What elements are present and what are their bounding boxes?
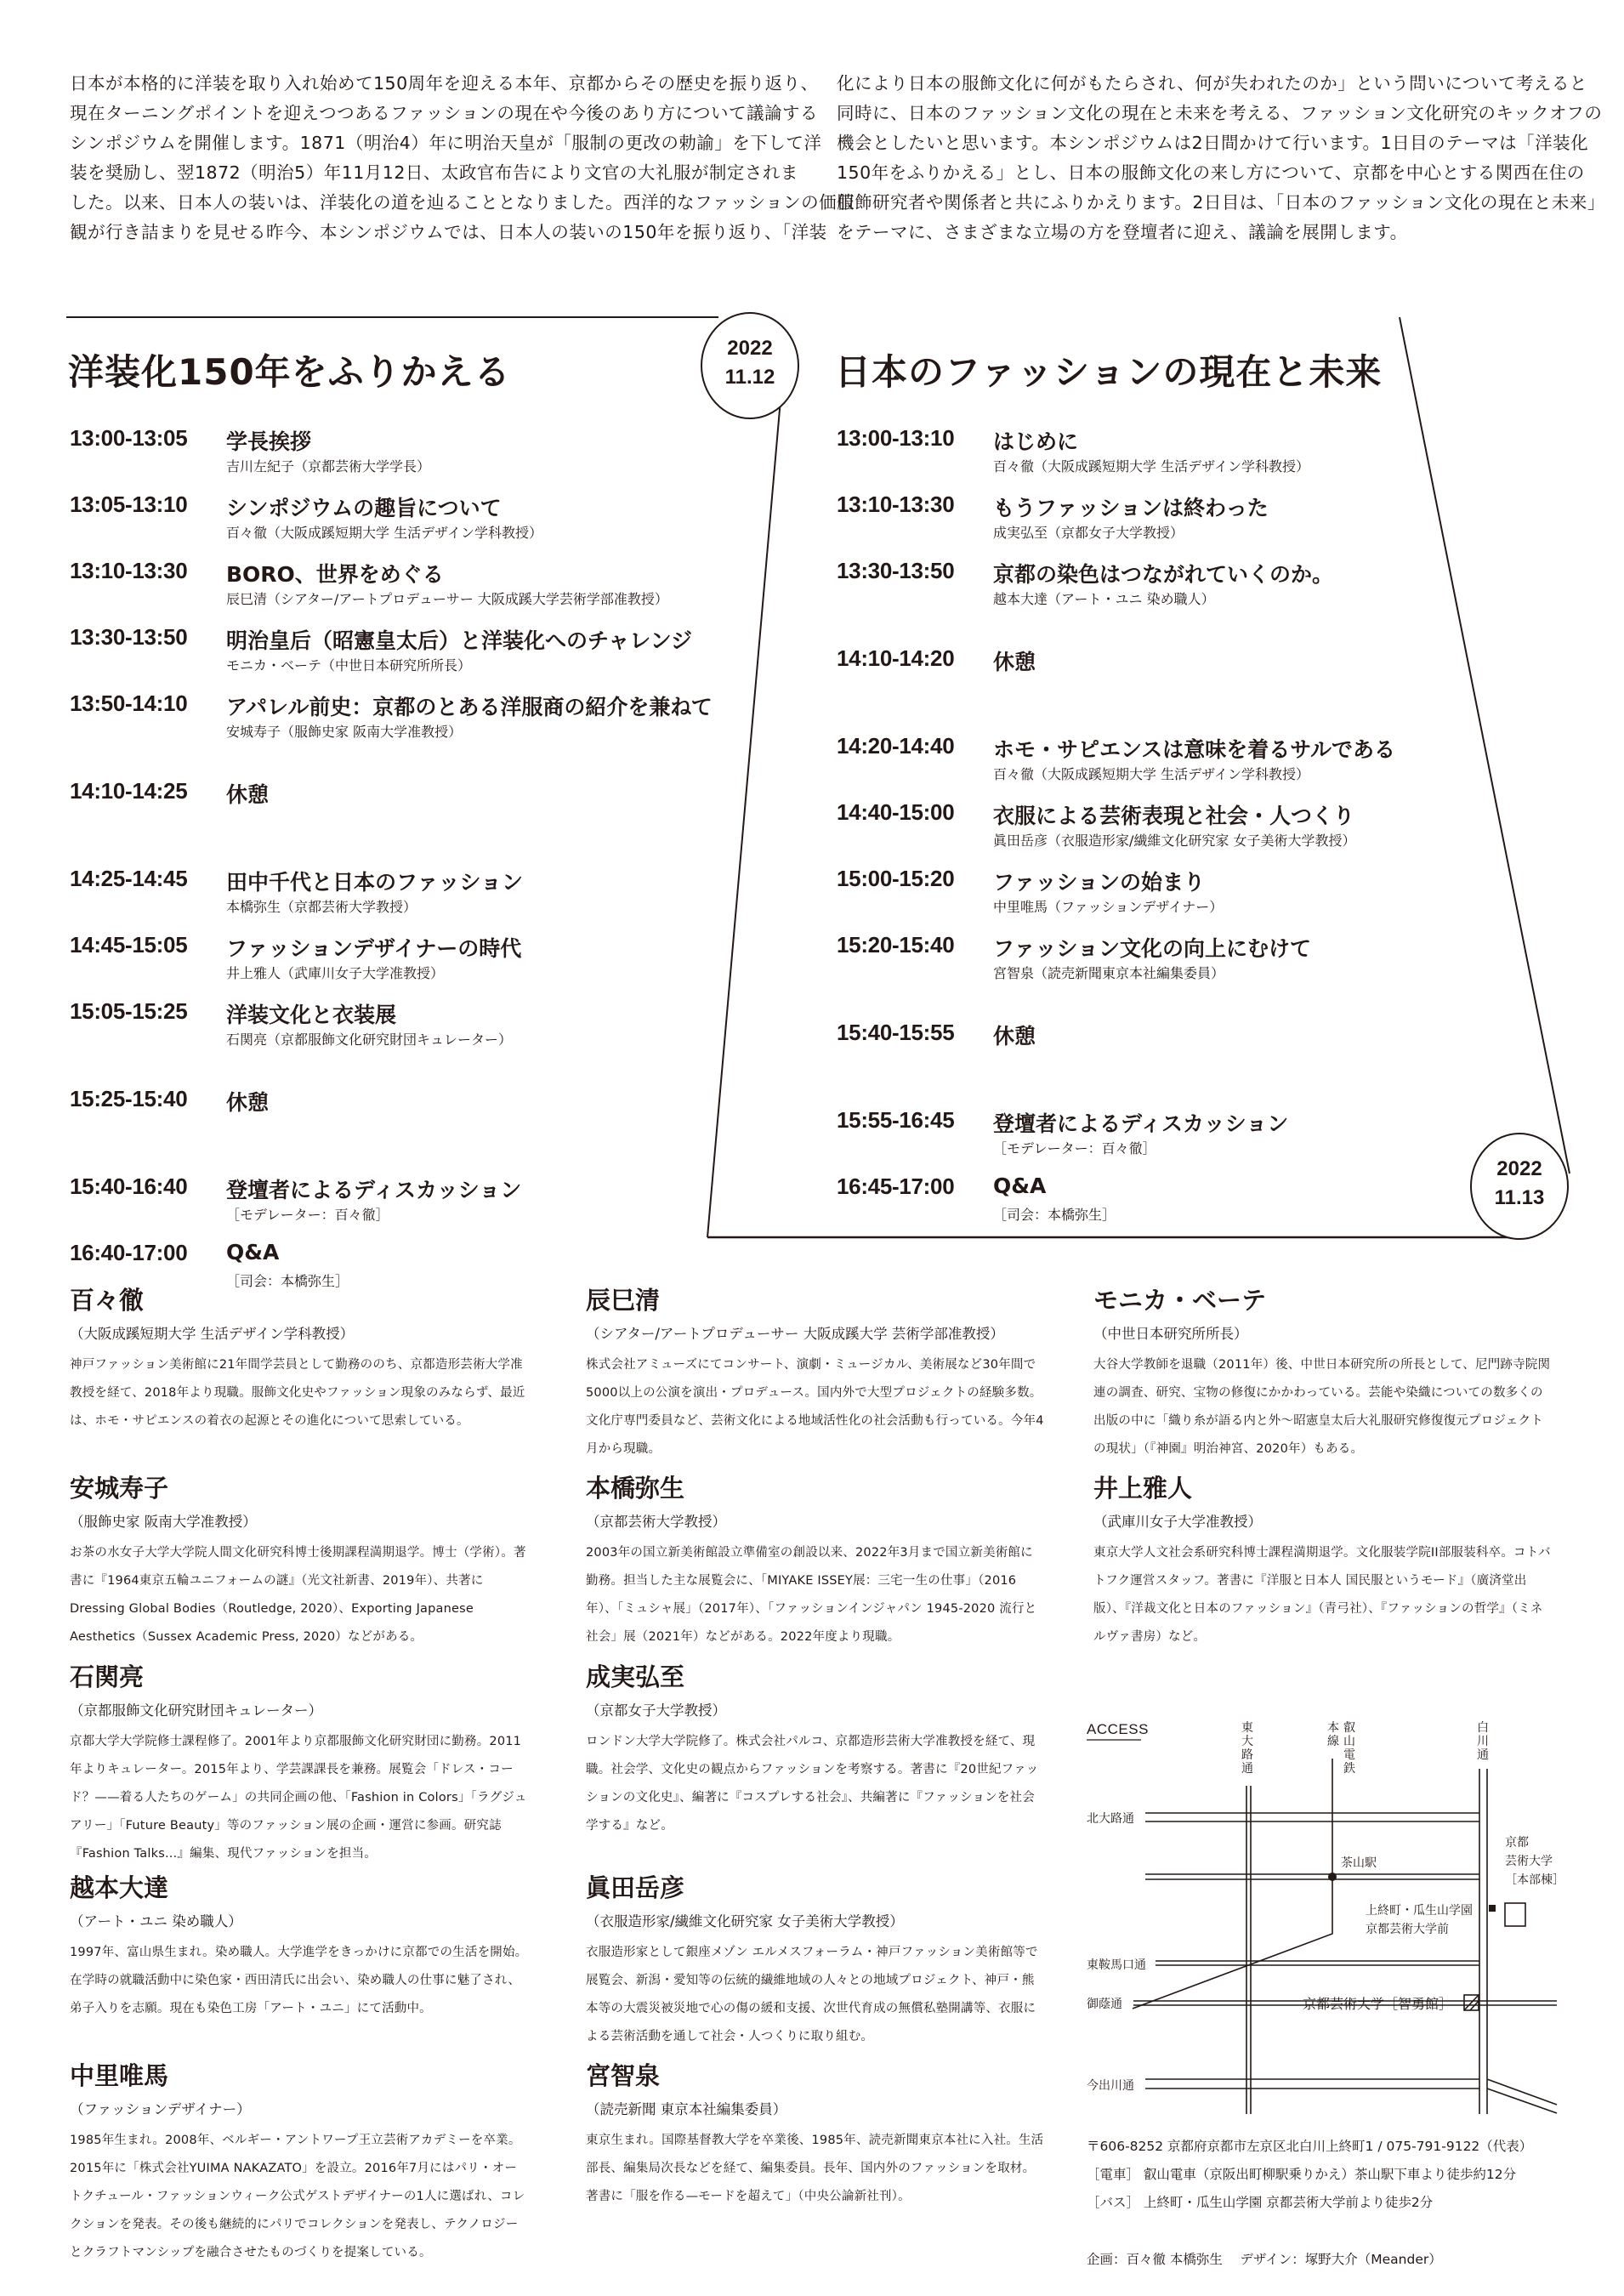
session-title: BORO、世界をめぐる	[226, 562, 444, 587]
speaker-role: （衣服造形家/繊維文化研究家 女子美術大学教授）	[586, 1912, 904, 1929]
session-speaker: 百々徹（大阪成蹊短期大学 生活デザイン学科教授）	[993, 458, 1309, 475]
day2-title: 日本のファッションの現在と未来	[835, 351, 1383, 393]
speaker-name: 安城寿子	[70, 1474, 169, 1503]
session-speaker: 宮智泉（読売新聞東京本社編集委員）	[993, 965, 1225, 981]
session-time: 13:00-13:05	[70, 425, 188, 451]
speaker-description: お茶の水女子大学大学院人間文化研究科博士後期課程満期退学。博士（学術）。著書に『1964東京五輪ユニフォームの謎』（光文社新書、2019年）、共著にDressing Global Bodies（Routledge, 2020）、Exporting Japanese Aesthetics（Sussex Academic Press, 2020）などがある。	[70, 1545, 526, 1644]
session-title: もうファッションは終わった	[993, 496, 1269, 520]
session-speaker: 辰巳清（シアター/アートプロデューサー 大阪成蹊大学芸術学部准教授）	[226, 591, 668, 607]
bus-access-text: ［バス］ 上終町・瓜生山学園 京都芸術大学前より徒歩2分	[1087, 2195, 1434, 2210]
session-time: 14:25-14:45	[70, 866, 188, 891]
session-time: 14:10-14:25	[70, 778, 188, 804]
speaker-name: 本橋弥生	[586, 1474, 685, 1503]
session-title: 京都の染色はつながれていくのか。	[993, 562, 1334, 587]
speaker-name: 眞田岳彦	[586, 1873, 685, 1902]
speaker-bio	[70, 2061, 529, 2267]
speaker-bio	[586, 1662, 1045, 1840]
intro-line: 化により日本の服飾文化に何がもたらされ、何が失われたのか」という問いについて考えると	[837, 73, 1587, 94]
date-day: 11.13	[1494, 1186, 1545, 1209]
session-time: 15:00-15:20	[837, 866, 955, 891]
speaker-role: （中世日本研究所所長）	[1093, 1325, 1248, 1342]
session-time: 13:10-13:30	[70, 558, 188, 583]
speaker-role: （アート・ユニ 染め職人）	[70, 1912, 242, 1929]
session-time: 15:40-15:55	[837, 1020, 955, 1045]
session-title: 休憩	[226, 782, 270, 807]
session-speaker: 越本大達（アート・ユニ 染め職人）	[993, 591, 1215, 607]
speaker-bio	[586, 2061, 1045, 2211]
session-title: 衣服による芸術表現と社会・人つくり	[993, 804, 1355, 828]
speaker-description: 1985年生まれ。2008年、ベルギー・アントワープ王立芸術アカデミーを卒業。2015年に「株式会社YUIMA NAKAZATO」を設立。2016年7月にはパリ・オートクチュール・ファッションウィーク公式ゲストデザイナーの1人に選ばれ、コレクションを発表。その後も継続的にパリでコレクションを発表し、テクノロジーとクラフトマンシップを融合させたものづくりを提案している。	[70, 2133, 525, 2259]
session-speaker: ［司会：本橋弥生］	[226, 1273, 349, 1289]
session-title: 明治皇后（昭憲皇太后）と洋装化へのチャレンジ	[226, 628, 693, 653]
speaker-description: 京都大学大学院修士課程修了。2001年より京都服飾文化研究財団に勤務。2011年よりキュレーター。2015年より、学芸課課長を兼務。展覧会「ドレス・コード？——着る人たちのゲーム」の共同企画の他、「Fashion in Colors」「ラグジュアリー」「Future Beauty」等のファッション展の企画・運営に参画。研究誌『Fashion Talks...』編集、現代ファッションを担当。	[70, 1734, 527, 1861]
speaker-description: 2003年の国立新美術館設立準備室の創設以来、2022年3月まで国立新美術館に勤務。担当した主な展覧会に、「MIYAKE ISSEY展：三宅一生の仕事」（2016年）、「ミュシャ展」（2017年）、「ファッションインジャパン 1945-2020 流行と社会」展（2021年）などがある。2022年度より現職。	[586, 1545, 1037, 1644]
session-title: Q&A	[993, 1174, 1047, 1198]
intro-line: 機会としたいと思います。本シンポジウムは2日間かけて行います。1日目のテーマは「洋装化	[837, 133, 1589, 153]
address-text: 〒606-8252 京都府京都市左京区北白川上終町1 / 075-791-9122（代表）	[1087, 2139, 1533, 2154]
road-label-higashioji: 東大路通	[1241, 1721, 1253, 1776]
session-title: 田中千代と日本のファッション	[226, 870, 524, 895]
session-time: 14:45-15:05	[70, 932, 188, 958]
date-year: 2022	[1496, 1157, 1542, 1180]
road-label-shirakawa: 白川通	[1477, 1721, 1489, 1762]
session-time: 13:10-13:30	[837, 492, 955, 517]
session-speaker: 眞田岳彦（衣服造形家/繊維文化研究家 女子美術大学教授）	[993, 833, 1356, 849]
session-time: 13:30-13:50	[70, 624, 188, 650]
main-campus-line3: ［本部棟］	[1505, 1873, 1564, 1887]
session-time: 14:20-14:40	[837, 733, 955, 759]
session-speaker: 石関亮（京都服飾文化研究財団キュレーター）	[226, 1031, 513, 1048]
speaker-role: （読売新聞 東京本社編集委員）	[586, 2100, 787, 2117]
session-speaker: 井上雅人（武庫川女子大学准教授）	[226, 965, 445, 981]
speaker-description: ロンドン大学大学院修了。株式会社パルコ、京都造形芸術大学准教授を経て、現職。社会学、文化史の観点からファッションを考察する。著書に『20世紀ファッションの文化史』、編著に『コスプレする社会』、共編著に『ファッションを社会学する』など。	[586, 1734, 1039, 1833]
intro-line: シンポジウムを開催します。1871（明治4）年に明治天皇が「服制の更改の勅諭」を下して洋	[70, 133, 822, 153]
intro-line: 現在ターニングポイントを迎えつつあるファッションの現在や今後のあり方について議論する	[70, 103, 818, 123]
session-title: 休憩	[993, 1024, 1036, 1049]
intro-line: した。以来、日本人の装いは、洋装化の道を辿ることとなりました。西洋的なファッションの価値	[70, 192, 855, 213]
speaker-description: 東京生まれ。国際基督教大学を卒業後、1985年、読売新聞東京本社に入社。生活部長、編集局次長などを経て、編集委員。長年、国内外のファッションを取材。著書に「服を作る—モードを超えて」（中央公論新社刊）。	[586, 2133, 1044, 2203]
session-time: 16:40-17:00	[70, 1240, 188, 1265]
session-time: 14:10-14:20	[837, 645, 955, 671]
speaker-bio	[70, 1873, 529, 2023]
road-label-higashikurama: 東鞍馬口通	[1087, 1958, 1146, 1972]
speaker-bio	[586, 1286, 1045, 1463]
speaker-name: 成実弘至	[586, 1662, 685, 1691]
session-title: アパレル前史：京都のとある洋服商の紹介を兼ねて	[226, 695, 713, 719]
session-title: 登壇者によるディスカッション	[993, 1111, 1289, 1136]
session-time: 14:40-15:00	[837, 799, 955, 825]
session-title: ファッションデザイナーの時代	[226, 936, 522, 961]
speaker-role: （京都芸術大学教授）	[586, 1513, 726, 1530]
bus-stop-line1: 上終町・瓜生山学園	[1366, 1904, 1473, 1918]
speaker-bio	[1093, 1474, 1553, 1651]
session-speaker: ［モデレーター：百々徹］	[993, 1140, 1156, 1157]
session-title: 休憩	[993, 650, 1036, 674]
speaker-description: 東京大学人文社会系研究科博士課程満期退学。文化服装学院II部服装科卒。コトバトフク運営スタッフ。著書に『洋服と日本人 国民服というモード』（廣済堂出版）、『洋裁文化と日本のファッション』（青弓社）、『ファッションの哲学』（ミネルヴァ書房）など。	[1093, 1545, 1551, 1644]
speaker-description: 衣服造形家として銀座メゾン エルメスフォーラム・神戸ファッション美術館等で展覧会、新潟・愛知等の伝統的繊維地域の人々との地域プロジェクト、神戸・熊本等の大震災被災地で心の傷の緩和支援、次世代育成の無償私塾開講等、衣服による芸術活動を通して社会・人つくりに取り組む。	[586, 1945, 1038, 2043]
speaker-name: モニカ・ベーテ	[1093, 1286, 1267, 1315]
speaker-role: （武庫川女子大学准教授）	[1093, 1513, 1262, 1530]
date-day: 11.12	[724, 366, 775, 389]
speaker-name: 石関亮	[70, 1662, 145, 1691]
speaker-name: 宮智泉	[586, 2061, 661, 2090]
session-time: 13:00-13:10	[837, 425, 955, 451]
speaker-role: （服飾史家 阪南大学准教授）	[70, 1513, 257, 1530]
intro-line: 装を奨励し、翌1872（明治5）年11月12日、太政官布告により文官の大礼服が制定されま	[70, 162, 798, 183]
speaker-bio	[1093, 1286, 1553, 1463]
session-speaker: 本橋弥生（京都芸術大学教授）	[226, 899, 417, 915]
speaker-bio	[586, 1873, 1045, 2051]
session-speaker: モニカ・ベーテ（中世日本研究所所長）	[226, 657, 472, 673]
main-campus-label	[1505, 1833, 1564, 1890]
speaker-name: 井上雅人	[1093, 1474, 1193, 1503]
session-time: 15:20-15:40	[837, 932, 955, 958]
main-campus-line1: 京都	[1505, 1836, 1529, 1850]
frame-diagonal-left	[707, 400, 781, 1237]
intro-line: 服飾研究者や関係者と共にふりかえります。2日目は、「日本のファッション文化の現在と未来」	[837, 192, 1605, 213]
session-speaker: 成実弘至（京都女子大学教授）	[993, 525, 1184, 541]
intro-line: 観が行き詰まりを見せる昨今、本シンポジウムでは、日本人の装いの150年を振り返り、「洋装	[70, 222, 827, 242]
session-speaker: 吉川左紀子（京都芸術大学学長）	[226, 458, 431, 475]
main-campus-line2: 芸術大学	[1505, 1855, 1553, 1868]
speaker-role: （京都服飾文化研究財団キュレーター）	[70, 1702, 322, 1719]
session-speaker: 百々徹（大阪成蹊短期大学 生活デザイン学科教授）	[993, 766, 1309, 782]
railway-label-b: 叡山電鉄	[1343, 1721, 1355, 1776]
speaker-role: （シアター/アートプロデューサー 大阪成蹊大学 芸術学部准教授）	[586, 1325, 1004, 1342]
session-time: 15:25-15:40	[70, 1086, 188, 1111]
session-title: Q&A	[226, 1240, 280, 1265]
station-label: 茶山駅	[1341, 1856, 1377, 1870]
session-speaker: ［モデレーター：百々徹］	[226, 1207, 389, 1223]
speaker-bio	[70, 1474, 529, 1651]
road-label-kitaoji: 北大路通	[1087, 1812, 1134, 1826]
session-title: ホモ・サピエンスは意味を着るサルである	[993, 737, 1396, 762]
session-time: 15:55-16:45	[837, 1107, 955, 1133]
bus-stop-line2: 京都芸術大学前	[1366, 1923, 1449, 1936]
session-time: 13:30-13:50	[837, 558, 955, 583]
speaker-description: 1997年、富山県生まれ。染め職人。大学進学をきっかけに京都での生活を開始。在学時の就職活動中に染色家・西田清氏に出会い、染め職人の仕事に魅了され、弟子入りを志願。現在も染色工房「アート・ユニ」にて活動中。	[70, 1945, 528, 2015]
date-label-day1	[701, 334, 798, 392]
speaker-bio	[70, 1662, 529, 1868]
intro-line: をテーマに、さまざまな立場の方を登壇者に迎え、議論を展開します。	[837, 222, 1408, 242]
speaker-description: 大谷大学教師を退職（2011年）後、中世日本研究所の所長として、尼門跡寺院関連の調査、研究、宝物の修復にかかわっている。芸能や染織についての数多くの出版の中に「織り糸が語る内と外〜昭憲皇太后大礼服研究修復復元プロジェクトの現状」（『神園』明治神宮、2020年）もある。	[1093, 1357, 1551, 1456]
session-time: 13:50-14:10	[70, 691, 188, 716]
speaker-role: （京都女子大学教授）	[586, 1702, 726, 1719]
frame-diagonal-right	[1400, 317, 1570, 1174]
session-title: 洋装文化と衣装展	[226, 1003, 397, 1027]
speaker-bio	[70, 1286, 529, 1435]
speaker-role: （大阪成蹊短期大学 生活デザイン学科教授）	[70, 1325, 355, 1342]
speaker-bio	[586, 1474, 1045, 1651]
speaker-name: 越本大達	[70, 1873, 169, 1902]
session-time: 15:05-15:25	[70, 998, 188, 1024]
session-title: ファッションの始まり	[993, 870, 1206, 895]
speaker-name: 中里唯馬	[70, 2061, 169, 2090]
session-time: 15:40-16:40	[70, 1174, 188, 1199]
session-title: 休憩	[226, 1090, 270, 1115]
session-title: シンポジウムの趣旨について	[226, 496, 502, 520]
session-title: 登壇者によるディスカッション	[226, 1178, 522, 1202]
road-label-mikage: 御蔭通	[1087, 1998, 1122, 2011]
intro-line: 同時に、日本のファッション文化の現在と未来を考える、ファッション文化研究のキックオフの	[837, 103, 1603, 123]
session-title: はじめに	[993, 429, 1079, 454]
credits-text: 企画：百々徹 本橋弥生 デザイン：塚野大介（Meander）	[1087, 2252, 1442, 2267]
session-speaker: 中里唯馬（ファッションデザイナー）	[993, 899, 1224, 915]
session-speaker: 安城寿子（服飾史家 阪南大学准教授）	[226, 724, 463, 740]
train-access-text: ［電車］ 叡山電車（京阪出町柳駅乗りかえ）茶山駅下車より徒歩約12分	[1087, 2167, 1517, 2182]
date-year: 2022	[727, 337, 773, 360]
railway-label-a: 本線	[1327, 1721, 1339, 1748]
date-label-day2	[1471, 1155, 1568, 1213]
speaker-name: 百々徹	[70, 1286, 145, 1315]
bus-stop-label	[1366, 1901, 1473, 1939]
intro-line: 日本が本格的に洋装を取り入れ始めて150周年を迎える本年、京都からその歴史を振り返り、	[70, 73, 819, 94]
access-heading: ACCESS	[1087, 1721, 1149, 1737]
day1-title: 洋装化150年をふりかえる	[68, 351, 511, 393]
session-time: 13:05-13:10	[70, 492, 188, 517]
speaker-name: 辰巳清	[586, 1286, 661, 1315]
session-speaker: ［司会：本橋弥生］	[993, 1207, 1116, 1223]
session-title: 学長挨拶	[226, 429, 312, 454]
road-label-imadegawa: 今出川通	[1087, 2079, 1134, 2093]
session-speaker: 百々徹（大阪成蹊短期大学 生活デザイン学科教授）	[226, 525, 542, 541]
session-time: 16:45-17:00	[837, 1174, 955, 1199]
speaker-description: 株式会社アミューズにてコンサート、演劇・ミュージカル、美術展など30年間で5000以上の公演を演出・プロデュース。国内外で大型プロジェクトの経験多数。文化庁専門委員など、芸術文化による地域活性化の社会活動も行っている。今年4月から現職。	[586, 1357, 1044, 1456]
intro-line: 150年をふりかえる」とし、日本の服飾文化の来し方について、京都を中心とする関西在住の	[837, 162, 1585, 183]
speaker-role: （ファッションデザイナー）	[70, 2100, 251, 2117]
speaker-description: 神戸ファッション美術館に21年間学芸員として勤務ののち、京都造形芸術大学准教授を経て、2018年より現職。服飾文化史やファッション現象のみならず、最近は、ホモ・サピエンスの着衣の起源とその進化について思索している。	[70, 1357, 525, 1428]
session-title: ファッション文化の向上にむけて	[993, 936, 1312, 961]
chiyukan-label: 京都芸術大学［智勇館］	[1303, 1996, 1453, 2012]
